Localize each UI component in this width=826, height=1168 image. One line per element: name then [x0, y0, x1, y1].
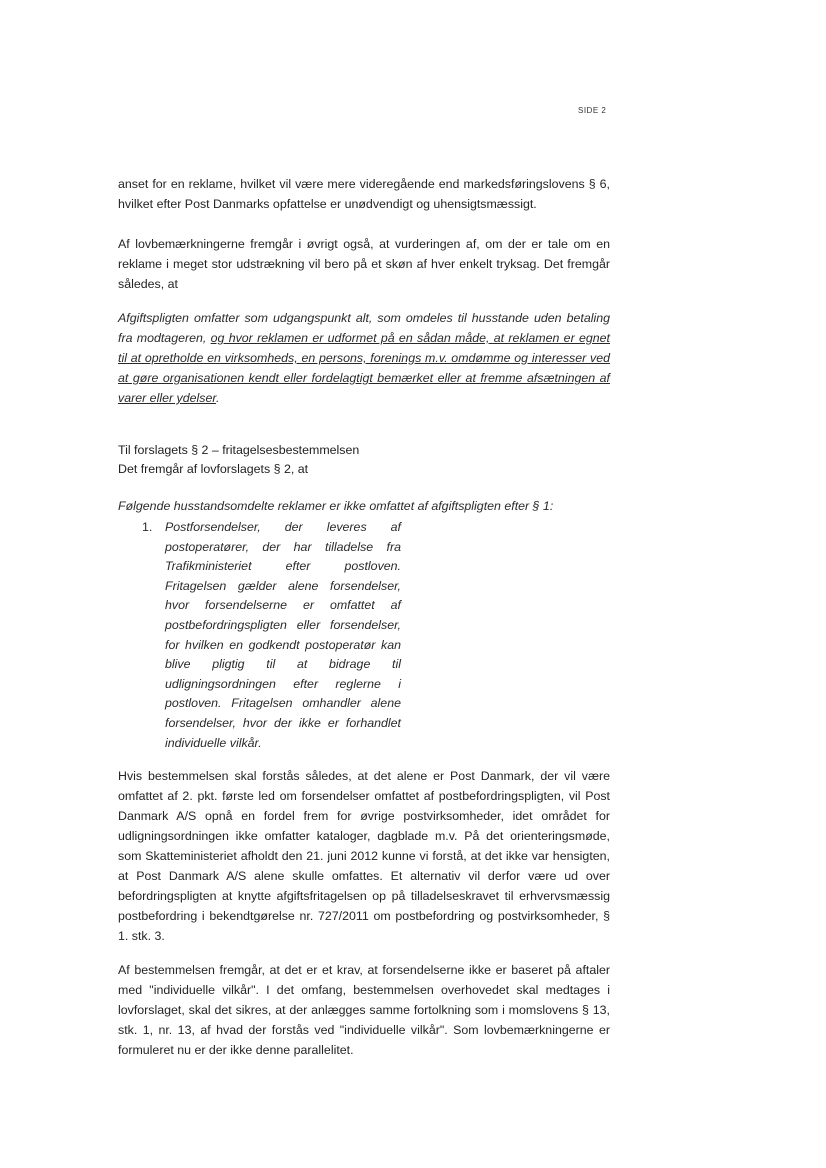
section-title: Til forslagets § 2 – fritagelsesbestemmelsen — [118, 443, 360, 457]
quote-plain: Afgiftspligten omfatter som udgangspunkt alt, som omdeles til husstande uden betaling fra modtageren, — [118, 311, 610, 345]
section-heading-block — [118, 441, 610, 479]
paragraph-4: Af bestemmelsen fremgår, at det er et krav, at forsendelserne ikke er baseret på aftaler med "individuelle vilkår". I det omfang, bestemmelsen overhovedet skal medtages i lovforslaget, skal det sikres, at der anlægges samme fortolkning som i momslovens § 13, stk. 1, nr. 13, af hvad der forstås ved "individuelle vilkår". Som lovbemærkningerne er formuleret nu er der ikke denne parallelitet. — [118, 963, 610, 1057]
quote-underlined: og hvor reklamen er udformet på en sådan måde, at reklamen er egnet til at opretholde en virksomheds, en persons, forenings m.v. omdømme og interesser ved at gøre organisationen kendt eller fordelagtigt bemærket eller at fremme afsætningen af varer eller ydelser — [118, 331, 610, 405]
quote-block — [118, 308, 610, 408]
list-intro: Følgende husstandsomdelte reklamer er ikke omfattet af afgiftspligten efter § 1: — [118, 499, 554, 513]
paragraph-2: Af lovbemærkningerne fremgår i øvrigt også, at vurderingen af, om der er tale om en reklame i meget stor udstrækning vil bero på et skøn af hver enkelt tryksag. Det fremgår således, at — [118, 237, 610, 291]
quote-end: . — [216, 391, 220, 405]
list-item-number: 1. — [142, 520, 153, 534]
section-intro: Det fremgår af lovforslagets § 2, at — [118, 462, 309, 476]
list-item-text: Postforsendelser, der leveres af postoperatører, der har tilladelse fra Trafikministeriet efter postloven. Fritagelsen gælder alene forsendelser, hvor forsendelserne er omfattet af postbefordringspligten eller forsendelser, for hvilken en godkendt postoperatør kan blive pligtig til at bidrage til udligningsordningen efter reglerne i postloven. Fritagelsen omhandler alene forsendelser, hvor der ikke er forhandlet individuelle vilkår. — [165, 520, 401, 750]
page-number: SIDE 2 — [578, 106, 607, 115]
paragraph-1: anset for en reklame, hvilket vil være mere videregående end markedsføringslovens § 6, hvilket efter Post Danmarks opfattelse er unødvendigt og uhensigtsmæssigt. — [118, 177, 610, 211]
paragraph-3: Hvis bestemmelsen skal forstås således, at det alene er Post Danmark, der vil være omfattet af 2. pkt. første led om forsendelser omfattet af postbefordringspligten, vil Post Danmark A/S opnå en fordel frem for øvrige postvirksomheder, idet området for udligningsordningen ikke omfatter kataloger, dagblade m.v. På det orienteringsmøde, som Skatteministeriet afholdt den 21. juni 2012 kunne vi forstå, at det ikke var hensigten, at Post Danmark A/S alene skulle omfattes. Et alternativ vil derfor være ud over befordringspligten at knytte afgiftsfritagelsen op på tilladelseskravet til erhvervsmæssig postbefordring i bekendtgørelse nr. 727/2011 om postbefordring og postvirksomheder, § 1. stk. 3. — [118, 769, 610, 943]
